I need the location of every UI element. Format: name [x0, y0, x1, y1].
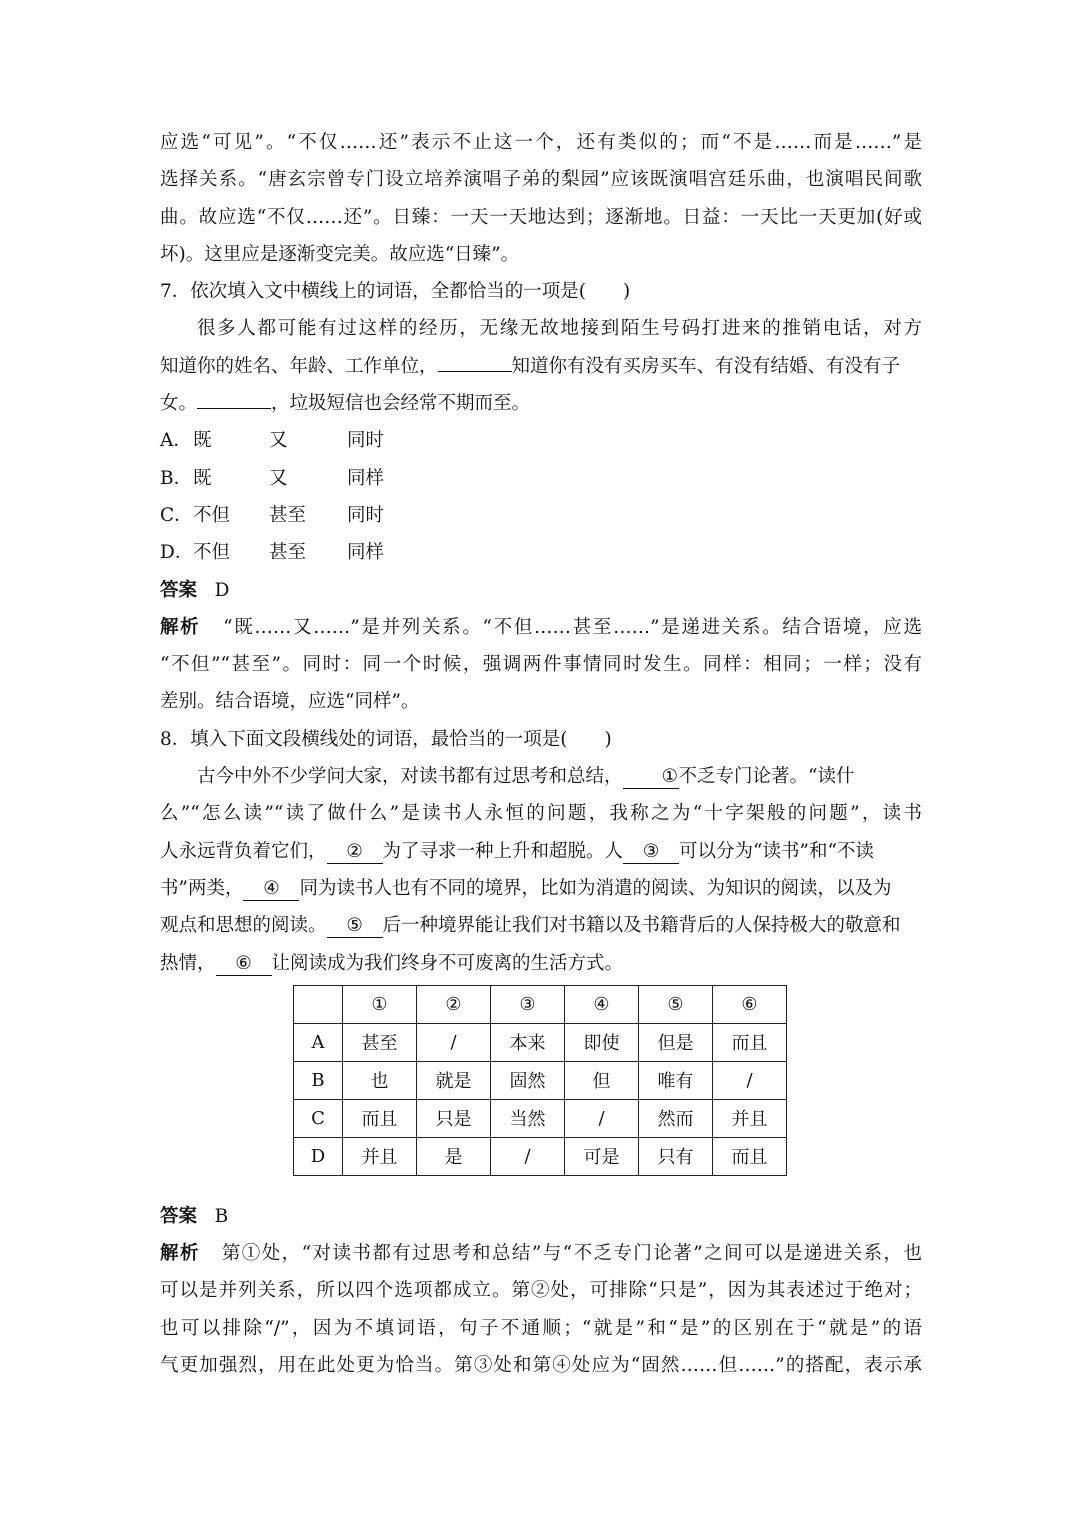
table-cell: 本来	[491, 1023, 565, 1061]
option-word: 既	[193, 430, 212, 452]
q8-passage-text: 人永远背负着它们，	[160, 840, 327, 862]
q8-blank-6: ⑥	[216, 953, 272, 976]
option-word: 又	[269, 467, 288, 489]
q7-passage-text: 知道你的姓名、年龄、工作单位，	[160, 355, 438, 377]
q8-blank-1: ①	[623, 766, 679, 789]
table-cell: C	[294, 1099, 343, 1137]
table-cell: ④	[565, 985, 639, 1023]
q8-passage-line	[160, 907, 922, 944]
document-page	[160, 124, 922, 1384]
table-cell: 即使	[565, 1023, 639, 1061]
table-cell: 而且	[343, 1099, 417, 1137]
prev-explanation-line: 曲。故应选“不仅……还”。日臻：一天一天地达到；逐渐地。日益：一天比一天更加(好或	[160, 206, 922, 228]
q8-passage-text: 让阅读成为我们终身不可废离的生活方式。	[271, 952, 624, 974]
table-cell: 而且	[713, 1023, 787, 1061]
table-cell: 唯有	[639, 1061, 713, 1099]
table-cell: 甚至	[343, 1023, 417, 1061]
option-word: 甚至	[269, 504, 307, 526]
q7-passage-text: 女。	[160, 393, 198, 415]
option-word: 同时	[347, 504, 385, 526]
table-cell: /	[713, 1061, 787, 1099]
table-cell: D	[294, 1137, 343, 1175]
prev-explanation-line: 应选“可见”。“不仅……还”表示不止这一个，还有类似的；而“不是……而是……”是	[160, 132, 922, 153]
q7-option-b	[160, 460, 922, 497]
table-cell: ③	[491, 985, 565, 1023]
q8-blank-4: ④	[243, 878, 299, 901]
q8-analysis-line: 可以是并列关系，所以四个选项都成立。第②处，可排除“只是”，因为其表述过于绝对；	[160, 1280, 922, 1302]
prev-explanation-line: 坏)。这里应是逐渐变完美。故应选“日臻”。	[160, 243, 520, 265]
q7-passage-line	[160, 348, 922, 385]
table-cell: 然而	[639, 1099, 713, 1137]
q7-blank-1	[438, 349, 512, 372]
q7-analysis-line: 差别。结合语境，应选“同样”。	[160, 691, 420, 713]
q7-passage-line	[160, 385, 922, 422]
table-cell: ①	[343, 985, 417, 1023]
q8-passage-text: 为了寻求一种上升和超脱。人	[382, 840, 624, 862]
answer-label: 答案	[160, 1205, 198, 1227]
table-row	[294, 1099, 787, 1137]
option-letter: A．	[160, 430, 192, 452]
q8-analysis-line: 也可以排除“/”，因为不填词语，句子不通顺；“就是”和“是”的区别在于“就是”的语	[160, 1317, 922, 1339]
q8-passage-line	[160, 870, 922, 907]
table-cell: 只是	[417, 1099, 491, 1137]
table-cell: 只有	[639, 1137, 713, 1175]
q8-passage-line	[160, 758, 922, 795]
table-row	[294, 1137, 787, 1175]
option-letter: C．	[160, 504, 193, 526]
option-word: 同样	[347, 467, 385, 489]
answer-value: D	[214, 579, 230, 601]
option-word: 同样	[347, 542, 385, 564]
q7-passage-line: 很多人都可能有过这样的经历，无缘无故地接到陌生号码打进来的推销电话，对方	[197, 318, 922, 340]
table-cell: 可是	[565, 1137, 639, 1175]
q7-answer	[160, 572, 922, 609]
analysis-text: “既……又……”是并列关系。“不但……甚至……”是递进关系。结合语境，应选	[223, 616, 922, 638]
q8-passage-text: 古今中外不少学问大家，对读书都有过思考和总结，	[197, 766, 623, 788]
q7-option-c	[160, 497, 922, 534]
option-word: 不但	[193, 542, 231, 564]
table-cell: /	[417, 1023, 491, 1061]
table-cell: 并且	[343, 1137, 417, 1175]
table-cell: A	[294, 1023, 343, 1061]
option-word: 甚至	[269, 542, 307, 564]
table-cell: ②	[417, 985, 491, 1023]
table-cell: ⑥	[713, 985, 787, 1023]
q8-stem: 8．填入下面文段横线处的词语，最恰当的一项是( )	[160, 728, 612, 750]
table-cell: /	[565, 1099, 639, 1137]
q8-passage-line: 么”“怎么读”“读了做什么”是读书人永恒的问题，我称之为“十字架般的问题”，读书	[160, 803, 922, 825]
q7-option-a	[160, 422, 922, 459]
table-cell: 是	[417, 1137, 491, 1175]
option-word: 既	[193, 467, 212, 489]
table-cell: /	[491, 1137, 565, 1175]
q8-passage-text: 书”两类，	[160, 877, 244, 899]
q8-options-table	[293, 985, 787, 1176]
table-header-row	[294, 985, 787, 1023]
table-cell: B	[294, 1061, 343, 1099]
table-cell: 也	[343, 1061, 417, 1099]
option-word: 同时	[347, 430, 385, 452]
q7-analysis-line	[160, 609, 922, 646]
q8-blank-3: ③	[623, 841, 679, 864]
q7-stem: 7．依次填入文中横线上的词语，全都恰当的一项是( )	[160, 281, 631, 303]
analysis-label: 解析	[160, 616, 201, 638]
prev-explanation-line: 选择关系。“唐玄宗曾专门设立培养演唱子弟的梨园”应该既演唱宫廷乐曲，也演唱民间歌	[160, 169, 922, 191]
table-row	[294, 1023, 787, 1061]
analysis-text: 第①处，“对读书都有过思考和总结”与“不乏专门论著”之间可以是递进关系，也	[221, 1243, 922, 1265]
q8-passage-text: 不乏专门论著。“读什	[678, 766, 855, 788]
q8-passage-text: 可以分为“读书”和“不读	[679, 840, 874, 862]
analysis-label: 解析	[160, 1243, 200, 1265]
table-cell: 当然	[491, 1099, 565, 1137]
option-letter: B．	[160, 467, 193, 489]
q7-blank-2	[197, 386, 271, 409]
q7-passage-text: ，垃圾短信也会经常不期而至。	[271, 393, 531, 415]
q8-analysis-line	[160, 1235, 922, 1272]
q7-passage-text: 知道你有没有买房买车、有没有结婚、有没有子	[511, 355, 901, 377]
q8-passage-line	[160, 945, 922, 982]
q8-blank-5: ⑤	[327, 915, 383, 938]
table-cell: 但	[565, 1061, 639, 1099]
q7-analysis-line: “不但”“甚至”。同时：同一个时候，强调两件事情同时发生。同样：相同；一样；没有	[160, 654, 922, 676]
option-word: 不但	[193, 504, 231, 526]
q8-passage-text: 热情，	[160, 952, 216, 974]
q8-blank-2: ②	[327, 841, 383, 864]
q8-passage-text: 观点和思想的阅读。	[160, 915, 327, 937]
option-word: 又	[269, 430, 288, 452]
table-cell: 就是	[417, 1061, 491, 1099]
table-cell: 并且	[713, 1099, 787, 1137]
table-cell: 但是	[639, 1023, 713, 1061]
table-row	[294, 1061, 787, 1099]
q8-analysis-line: 气更加强烈，用在此处更为恰当。第③处和第④处应为“固然……但……”的搭配，表示承	[160, 1355, 922, 1377]
option-letter: D．	[160, 542, 194, 564]
answer-value: B	[214, 1205, 229, 1227]
q8-answer	[160, 1198, 922, 1235]
q8-passage-text: 同为读书人也有不同的境界，比如为消遣的阅读、为知识的阅读，以及为	[299, 877, 892, 899]
q8-passage-line	[160, 833, 922, 870]
table-cell: 固然	[491, 1061, 565, 1099]
table-cell: ⑤	[639, 985, 713, 1023]
table-cell	[294, 985, 343, 1023]
q8-passage-text: 后一种境界能让我们对书籍以及书籍背后的人保持极大的敬意和	[382, 915, 901, 937]
table-cell: 而且	[713, 1137, 787, 1175]
answer-label: 答案	[160, 579, 198, 601]
q7-option-d	[160, 534, 922, 571]
